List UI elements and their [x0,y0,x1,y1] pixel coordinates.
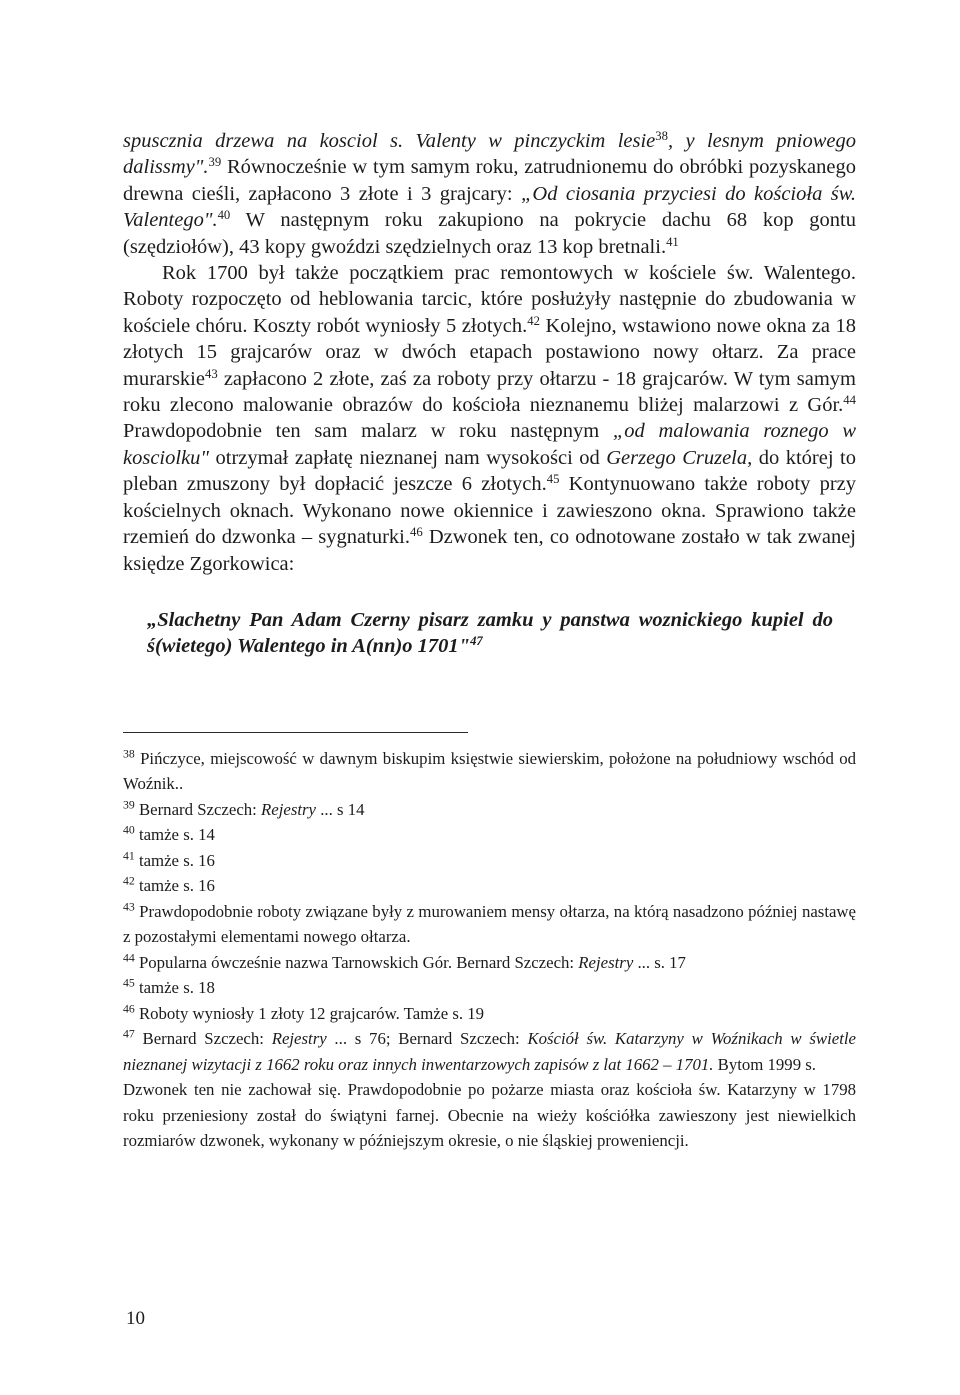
footnote-ref: 43 [123,900,135,914]
text-run: ... s 14 [316,799,365,819]
main-text [123,128,856,577]
text-run: tamże s. 16 [134,876,215,896]
bell-inscription-quote [147,607,833,660]
text-run: do której to pleban zmuszony był dopłacić jeszcze 6 złotych. [123,446,856,496]
footnote-separator [123,732,468,733]
footnote-ref: 44 [843,393,856,408]
footnote-ref: 46 [123,1002,135,1016]
footnote-ref: 39 [123,798,135,812]
text-run: Bernard Szczech: [134,799,262,819]
text-run: Bernard Szczech: [134,1029,272,1049]
document-page [123,128,856,1154]
footnote-41 [123,848,856,874]
footnote-ref: 47 [123,1027,135,1041]
text-run: otrzymał zapłatę nieznanej nam wysokości od [209,446,607,469]
text-run: W następnym roku zakupiono na pokrycie dachu 68 kop gontu (szędziołów), 43 kopy gwoździ szędzielnych oraz 13 kop bretnali. [123,209,856,258]
italic-run: Gerzego Cruzela, [606,446,753,469]
footnote-ref: 39 [208,155,222,170]
text-run: Prawdopodobnie roboty związane były z murowaniem mensy ołtarza, na którą nasadzono później nastawę z pozostałymi elementami nowego ołtarza. [123,901,856,947]
footnote-ref: 45 [123,976,135,990]
footnote-47 [123,1026,856,1077]
footnote-45 [123,975,856,1001]
italic-run: „od malowania roznego w kosciolku" [123,420,856,469]
footnote-ref: 43 [204,366,218,381]
text-run: ... s 76; Bernard Szczech: [326,1029,528,1049]
footnote-ref: 44 [123,951,135,965]
footnote-ref: 40 [123,823,135,837]
footnote-38 [123,746,856,797]
text-run: ... s. 17 [633,952,686,972]
footnotes [123,746,856,1154]
text-run: „Slachetny Pan Adam Czerny pisarz zamku y panstwa woznickiego kupiel do ś(wietego) Walentego in A(nn)o 1701" [147,608,833,658]
text-run: Rok 1700 był także początkiem prac remontowych w kościele św. Walentego. Roboty rozpoczęto od heblowania tarcic, które posłużyły następnie do zbudowania w kościele chóru. Koszty robót wyniosły 5 złotych. [123,262,856,337]
italic-run: , y lesnym pniowego dalissmy". [123,130,856,179]
footnote-42 [123,873,856,899]
footnote-ref: 46 [409,525,423,540]
footnote-ref: 41 [123,849,135,863]
footnote-ref: 42 [123,874,135,888]
footnote-ref: 42 [527,313,540,328]
footnote-ref: 40 [217,208,231,223]
text-run: Dzwonek ten, co odnotowane zostało w tak zwanej księdze Zgorkowica: [123,526,856,575]
text-run: Równocześnie w tym samym roku, zatrudnionemu do obróbki pozyskanego drewna cieśli, zapłacono 3 złote i 3 grajcary: [123,156,856,205]
text-run: Pińczyce, miejscowość w dawnym biskupim księstwie siewierskim, położone na południowy wschód od Woźnik.. [123,748,856,794]
italic-run: Kościół św. Katarzyny w Woźnikach w świetle nieznanej wizytacji z 1662 roku oraz innych inwentarzowych zapisów z lat 1662 – 1701. [123,1029,856,1074]
footnote-40 [123,822,856,848]
italic-run: Rejestry [578,952,634,972]
text-run: Popularna ówcześnie nazwa Tarnowskich Gór. Bernard Szczech: [134,952,579,972]
text-run: Bytom 1999 s. [713,1054,817,1074]
footnote-ref: 47 [470,634,483,649]
text-run: tamże s. 16 [134,850,215,870]
text-run: Roboty wyniosły 1 złoty 12 grajcarów. Tamże s. 19 [134,1003,485,1023]
footnote-continuation: Dzwonek ten nie zachował się. Prawdopodobnie po pożarze miasta oraz kościoła św. Katarzyny w 1798 roku przeniesiony został do świątyni farnej. Obecnie na wieży kościółka zawieszony jest niewielkich rozmiarów dzwonek, wykonany w późniejszym okresie, o nie śląskiej proweniencji. [123,1080,856,1151]
text-run: Prawdopodobnie ten sam malarz w roku następnym [123,420,613,443]
footnote-ref: 41 [666,234,679,249]
text-run: tamże s. 14 [134,825,215,845]
footnote-39 [123,797,856,823]
text-run: Kontynuowano także roboty przy kościelnych oknach. Wykonano nowe okiennice i zawieszono okna. Sprawiono także rzemień do dzwonka – sygnaturki. [123,473,856,549]
footnote-ref: 38 [123,747,135,761]
italic-run: Rejestry [271,1029,327,1049]
footnote-ref: 38 [655,129,668,144]
page-number: 10 [126,1308,145,1329]
text-run: Kolejno, wstawiono nowe okna za 18 złotych 15 grajcarów oraz w dwóch etapach postawiono nowy ołtarz. Za prace murarskie [123,314,857,390]
paragraph-2 [123,260,856,577]
footnote-ref: 45 [546,472,560,487]
footnote-43 [123,899,856,950]
italic-run: Rejestry [261,799,316,819]
italic-run: „Od ciosania przyciesi do kościoła św. Valentego". [123,182,856,232]
paragraph-1 [123,128,856,260]
text-run: zapłacono 2 złote, zaś za roboty przy ołtarzu - 18 grajcarów. W tym samym roku zlecono malowanie obrazów do kościoła nieznanemu bliżej malarzowi z Gór. [123,367,856,417]
footnote-44 [123,950,856,976]
text-run: tamże s. 18 [134,978,215,998]
italic-run: spuscznia drzewa na kosciol s. Valenty w pinczyckim lesie [123,130,656,152]
footnote-46 [123,1001,856,1027]
